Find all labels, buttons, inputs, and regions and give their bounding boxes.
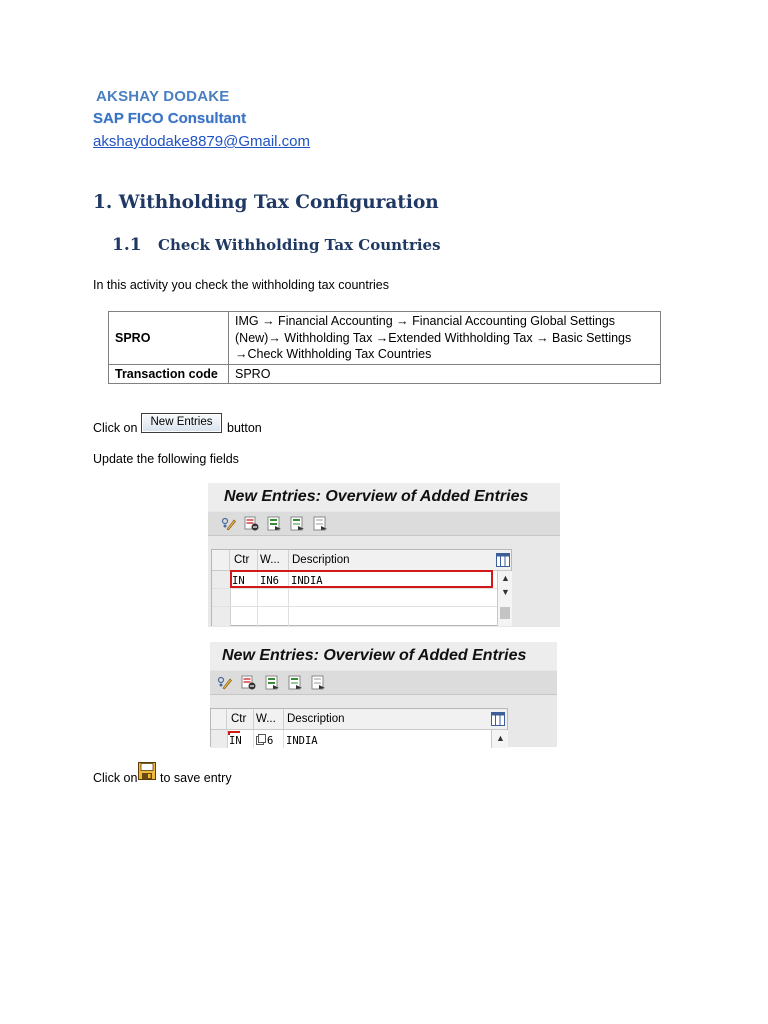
select-all-icon[interactable] bbox=[267, 516, 282, 531]
display-change-icon[interactable] bbox=[221, 516, 236, 531]
click-on-text: Click on bbox=[93, 421, 138, 435]
heading-2-text: Check Withholding Tax Countries bbox=[158, 236, 441, 254]
spro-label: SPRO bbox=[109, 312, 229, 365]
cell-ctr[interactable]: IN bbox=[232, 575, 245, 587]
column-header-description[interactable]: Description bbox=[287, 713, 345, 725]
table-header bbox=[211, 709, 507, 730]
entries-table bbox=[211, 549, 512, 626]
sap-toolbar bbox=[208, 512, 560, 536]
new-entries-button[interactable]: New Entries bbox=[141, 413, 222, 433]
spro-path-line: IMG → Financial Accounting → Financial Accounting Global Settings bbox=[235, 314, 616, 328]
spro-path-line: (New)→ Withholding Tax →Extended Withholding Tax → Basic Settings bbox=[235, 330, 632, 345]
sap-screen-title: New Entries: Overview of Added Entries bbox=[210, 642, 557, 670]
spro-path-line: →Check Withholding Tax Countries bbox=[235, 347, 432, 361]
scroll-up-icon[interactable]: ▲ bbox=[496, 733, 505, 743]
cell-description[interactable]: INDIA bbox=[286, 735, 318, 747]
deselect-all-icon[interactable] bbox=[311, 675, 326, 690]
transaction-code-label: Transaction code bbox=[109, 364, 229, 384]
display-change-icon[interactable] bbox=[217, 675, 232, 690]
intro-text: In this activity you check the withholding tax countries bbox=[93, 278, 389, 292]
spro-table bbox=[108, 311, 661, 384]
column-header-description[interactable]: Description bbox=[292, 554, 350, 566]
column-header-ctr[interactable]: Ctr bbox=[231, 713, 247, 725]
heading-2-number: 1.1 bbox=[112, 235, 142, 255]
delete-icon[interactable] bbox=[241, 675, 256, 690]
button-suffix-text: button bbox=[227, 421, 262, 435]
select-block-icon[interactable] bbox=[288, 675, 303, 690]
update-fields-text: Update the following fields bbox=[93, 452, 239, 466]
column-config-icon[interactable] bbox=[491, 712, 505, 726]
cell-ctr[interactable]: IN bbox=[229, 735, 242, 747]
author-name: AKSHAY DODAKE bbox=[96, 88, 230, 105]
sap-toolbar bbox=[210, 671, 557, 695]
select-all-icon[interactable] bbox=[265, 675, 280, 690]
f4-help-icon[interactable] bbox=[256, 734, 266, 745]
select-block-icon[interactable] bbox=[290, 516, 305, 531]
cell-w[interactable]: IN6 bbox=[260, 575, 279, 587]
author-email-link[interactable]: akshaydodake8879@Gmail.com bbox=[93, 133, 311, 150]
author-title: SAP FICO Consultant bbox=[93, 110, 247, 127]
delete-icon[interactable] bbox=[244, 516, 259, 531]
table-row bbox=[109, 312, 661, 365]
table-header bbox=[212, 550, 511, 571]
cell-w[interactable]: 6 bbox=[267, 735, 274, 747]
spro-path bbox=[229, 312, 661, 365]
scroll-up-icon[interactable]: ▲ bbox=[501, 573, 510, 583]
column-header-w[interactable]: W... bbox=[256, 713, 276, 725]
scroll-thumb[interactable] bbox=[500, 607, 510, 619]
column-header-ctr[interactable]: Ctr bbox=[234, 554, 250, 566]
click-save-suffix: to save entry bbox=[160, 771, 232, 785]
scroll-down-icon[interactable]: ▼ bbox=[501, 587, 510, 597]
entries-table bbox=[210, 708, 508, 747]
transaction-code-value: SPRO bbox=[229, 364, 661, 384]
save-icon[interactable] bbox=[138, 762, 156, 780]
heading-1: 1. Withholding Tax Configuration bbox=[93, 192, 439, 213]
table-row bbox=[109, 364, 661, 384]
scrollbar[interactable] bbox=[497, 571, 512, 626]
scrollbar[interactable] bbox=[491, 730, 508, 748]
deselect-all-icon[interactable] bbox=[313, 516, 328, 531]
sap-screen-2 bbox=[210, 642, 557, 747]
column-config-icon[interactable] bbox=[496, 553, 510, 567]
cell-description[interactable]: INDIA bbox=[291, 575, 323, 587]
sap-screen-1 bbox=[208, 483, 560, 627]
column-header-w[interactable]: W... bbox=[260, 554, 280, 566]
click-save-prefix: Click on bbox=[93, 771, 138, 785]
highlight-box bbox=[230, 570, 493, 588]
sap-screen-title: New Entries: Overview of Added Entries bbox=[208, 483, 560, 511]
